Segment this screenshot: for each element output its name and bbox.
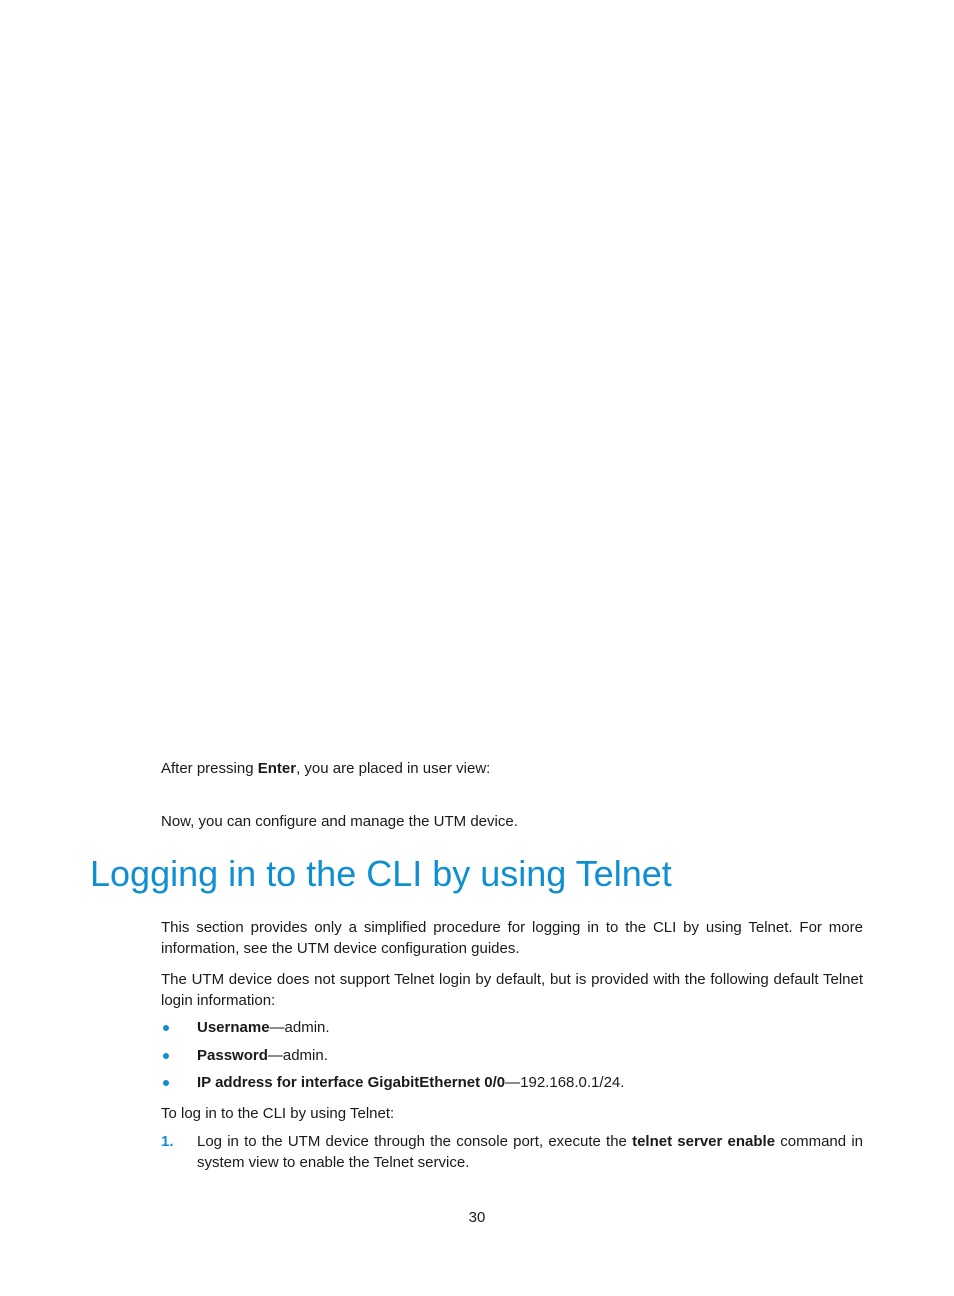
paragraph-after-enter: After pressing Enter, you are placed in user view: — [161, 760, 491, 777]
section-heading: Logging in to the CLI by using Telnet — [90, 853, 672, 894]
paragraph-to-login: To log in to the CLI by using Telnet: — [161, 1105, 395, 1122]
paragraph-now-configure: Now, you can configure and manage the UTM device. — [161, 813, 518, 830]
bullet-icon — [163, 1080, 169, 1086]
step-number: 1. — [161, 1133, 174, 1150]
bullet-icon — [163, 1053, 169, 1059]
paragraph-default-login: The UTM device does not support Telnet login by default, but is provided with the following default Telnet login information: — [161, 971, 863, 1009]
paragraph-section-intro: This section provides only a simplified procedure for logging in to the CLI by using Telnet. For more information, see the UTM device configuration guides. — [161, 919, 863, 957]
bullet-icon — [163, 1025, 169, 1031]
page-number: 30 — [468, 1209, 486, 1226]
command-term: telnet server enable — [632, 1133, 776, 1150]
enter-key-term: Enter — [257, 760, 297, 777]
